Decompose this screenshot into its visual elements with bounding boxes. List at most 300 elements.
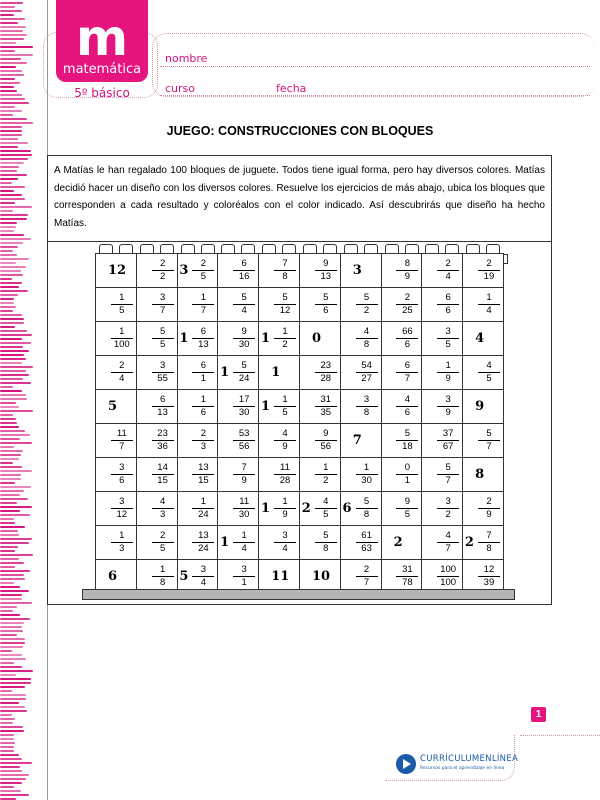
block-cell[interactable] bbox=[340, 356, 381, 390]
numerator: 54 bbox=[356, 360, 378, 373]
block-cell[interactable] bbox=[136, 390, 177, 424]
block-cell[interactable] bbox=[463, 492, 504, 526]
block-cell[interactable] bbox=[177, 424, 218, 458]
fraction bbox=[111, 326, 133, 351]
numerator: 5 bbox=[478, 428, 500, 441]
denominator: 5 bbox=[404, 509, 411, 520]
brand-tagline: Recursos para el aprendizaje en línea bbox=[420, 766, 505, 771]
block-cell[interactable] bbox=[177, 288, 218, 322]
denominator: 6 bbox=[404, 339, 411, 350]
fraction bbox=[356, 292, 378, 317]
numerator: 4 bbox=[274, 428, 296, 441]
fraction bbox=[233, 360, 255, 385]
block-cell[interactable] bbox=[259, 288, 300, 322]
block-cell[interactable] bbox=[259, 322, 300, 356]
block-cell[interactable] bbox=[340, 390, 381, 424]
numerator: 1 bbox=[192, 292, 214, 305]
fraction bbox=[356, 496, 378, 521]
denominator: 13 bbox=[157, 407, 168, 418]
numerator: 7 bbox=[274, 258, 296, 271]
fraction bbox=[192, 462, 214, 487]
denominator: 30 bbox=[238, 407, 250, 418]
fraction bbox=[437, 462, 459, 487]
numerator: 2 bbox=[192, 258, 214, 271]
numerator: 6 bbox=[192, 360, 214, 373]
denominator: 6 bbox=[445, 305, 451, 316]
denominator: 24 bbox=[198, 509, 209, 520]
grid-row bbox=[96, 322, 504, 356]
block-cell[interactable] bbox=[177, 254, 218, 288]
denominator: 1 bbox=[200, 373, 207, 384]
numerator: 2 bbox=[111, 360, 133, 373]
grid-row bbox=[96, 492, 504, 526]
block-cell[interactable] bbox=[177, 492, 218, 526]
numerator: 4 bbox=[478, 360, 500, 373]
denominator: 5 bbox=[159, 543, 166, 554]
denominator: 15 bbox=[198, 475, 209, 486]
numerator: 1 bbox=[437, 360, 459, 373]
denominator: 30 bbox=[238, 509, 250, 520]
denominator: 7 bbox=[445, 475, 451, 486]
block-cell[interactable] bbox=[218, 492, 259, 526]
fraction bbox=[233, 564, 255, 589]
block-cell[interactable] bbox=[96, 322, 137, 356]
whole-number: 0 bbox=[311, 331, 322, 346]
numerator: 1 bbox=[478, 292, 500, 305]
fraction bbox=[315, 258, 337, 283]
block-cell[interactable] bbox=[136, 526, 177, 560]
denominator: 2 bbox=[323, 475, 329, 486]
fraction bbox=[437, 530, 459, 555]
denominator: 4 bbox=[445, 271, 451, 282]
fraction bbox=[437, 258, 459, 283]
block-cell[interactable] bbox=[136, 356, 177, 390]
fraction bbox=[356, 326, 378, 351]
denominator: 15 bbox=[157, 475, 168, 486]
fraction bbox=[152, 326, 174, 351]
block-cell[interactable] bbox=[259, 356, 300, 390]
fraction bbox=[315, 292, 337, 317]
grid-row bbox=[96, 458, 504, 492]
block-cell[interactable] bbox=[96, 526, 137, 560]
block-cell[interactable] bbox=[96, 424, 137, 458]
block-cell[interactable] bbox=[299, 424, 340, 458]
fraction bbox=[396, 496, 418, 521]
numerator: 61 bbox=[356, 530, 378, 543]
denominator: 8 bbox=[363, 407, 370, 418]
numerator: 2 bbox=[478, 258, 500, 271]
numerator: 1 bbox=[356, 462, 378, 475]
denominator: 63 bbox=[361, 543, 372, 554]
block-cell[interactable] bbox=[463, 322, 504, 356]
fraction bbox=[274, 496, 296, 521]
fraction bbox=[192, 258, 214, 283]
stud bbox=[282, 244, 296, 253]
block-cell[interactable] bbox=[259, 526, 300, 560]
denominator: 78 bbox=[402, 577, 413, 588]
numerator: 31 bbox=[396, 564, 418, 577]
fraction bbox=[315, 394, 337, 419]
fraction bbox=[396, 292, 418, 317]
whole-number: 12 bbox=[108, 263, 127, 278]
block-cell[interactable] bbox=[177, 322, 218, 356]
block-cell[interactable] bbox=[259, 458, 300, 492]
fraction bbox=[152, 292, 174, 317]
whole-number: 9 bbox=[475, 399, 485, 414]
denominator: 7 bbox=[486, 441, 492, 452]
fraction bbox=[274, 258, 296, 283]
block-cell[interactable] bbox=[381, 254, 422, 288]
denominator: 8 bbox=[323, 543, 329, 554]
whole-number: 11 bbox=[271, 569, 290, 584]
block-cell[interactable] bbox=[259, 424, 300, 458]
denominator: 4 bbox=[119, 373, 125, 384]
block-cell[interactable] bbox=[422, 356, 463, 390]
numerator: 5 bbox=[274, 292, 296, 305]
block-cell[interactable] bbox=[218, 322, 259, 356]
numerator: 7 bbox=[233, 462, 255, 475]
denominator: 100 bbox=[440, 577, 457, 588]
numerator: 13 bbox=[192, 530, 214, 543]
denominator: 2 bbox=[363, 305, 370, 316]
denominator: 100 bbox=[113, 339, 130, 350]
fraction bbox=[233, 258, 255, 283]
numerator: 1 bbox=[274, 326, 296, 339]
block-cell[interactable] bbox=[299, 390, 340, 424]
denominator: 4 bbox=[200, 577, 207, 588]
block-cell[interactable] bbox=[136, 492, 177, 526]
fraction bbox=[315, 530, 337, 555]
denominator: 8 bbox=[363, 509, 370, 520]
fraction bbox=[356, 394, 378, 419]
block-cell[interactable] bbox=[259, 390, 300, 424]
brand-name: CURRÍCULUMENLÍNEA bbox=[420, 754, 519, 764]
block-cell[interactable] bbox=[96, 254, 137, 288]
block-cell[interactable] bbox=[299, 526, 340, 560]
denominator: 7 bbox=[404, 373, 411, 384]
whole-number: 10 bbox=[311, 569, 331, 584]
grid-row bbox=[96, 424, 504, 458]
numerator: 1 bbox=[111, 292, 133, 305]
block-cell[interactable] bbox=[463, 526, 504, 560]
fraction bbox=[233, 530, 255, 555]
fraction bbox=[437, 428, 459, 453]
fraction bbox=[233, 326, 255, 351]
grid-row bbox=[96, 254, 504, 288]
denominator: 19 bbox=[483, 271, 495, 282]
block-cell[interactable] bbox=[463, 288, 504, 322]
block-cell[interactable] bbox=[177, 526, 218, 560]
numerator: 2 bbox=[152, 258, 174, 271]
block-cell[interactable] bbox=[463, 254, 504, 288]
numerator: 17 bbox=[233, 394, 255, 407]
numerator: 1 bbox=[233, 530, 255, 543]
numerator: 7 bbox=[478, 530, 500, 543]
block-cell[interactable] bbox=[299, 458, 340, 492]
block-cell[interactable] bbox=[381, 322, 422, 356]
fraction bbox=[356, 360, 378, 385]
block-cell[interactable] bbox=[422, 424, 463, 458]
denominator: 5 bbox=[282, 407, 288, 418]
whole-number: 2 bbox=[464, 535, 474, 550]
whole-number: 1 bbox=[260, 399, 270, 414]
block-cell[interactable] bbox=[96, 390, 137, 424]
block-cell[interactable] bbox=[340, 458, 381, 492]
block-cell[interactable] bbox=[422, 492, 463, 526]
numerator: 4 bbox=[152, 496, 174, 509]
denominator: 28 bbox=[279, 475, 291, 486]
block-cell[interactable] bbox=[463, 356, 504, 390]
block-cell[interactable] bbox=[422, 390, 463, 424]
denominator: 7 bbox=[159, 305, 166, 316]
block-cell[interactable] bbox=[299, 288, 340, 322]
date-label: fecha bbox=[276, 82, 307, 95]
fraction bbox=[274, 530, 296, 555]
stud bbox=[262, 244, 276, 253]
block-cell[interactable] bbox=[218, 390, 259, 424]
block-cell[interactable] bbox=[96, 356, 137, 390]
numerator: 1 bbox=[274, 496, 296, 509]
numerator: 6 bbox=[396, 360, 418, 373]
block-cell[interactable] bbox=[381, 390, 422, 424]
fraction bbox=[437, 496, 459, 521]
denominator: 6 bbox=[200, 407, 207, 418]
block-cell[interactable] bbox=[463, 390, 504, 424]
fraction bbox=[192, 394, 214, 419]
block-cell[interactable] bbox=[463, 424, 504, 458]
numerator: 3 bbox=[437, 394, 459, 407]
fraction bbox=[396, 360, 418, 385]
denominator: 13 bbox=[320, 271, 332, 282]
block-cell[interactable] bbox=[381, 424, 422, 458]
denominator: 18 bbox=[402, 441, 413, 452]
fraction bbox=[437, 360, 459, 385]
block-cell[interactable] bbox=[218, 356, 259, 390]
whole-number: 7 bbox=[352, 433, 362, 448]
whole-number: 5 bbox=[108, 399, 118, 414]
denominator: 9 bbox=[486, 509, 492, 520]
block-cell[interactable] bbox=[136, 322, 177, 356]
numerator: 3 bbox=[437, 326, 459, 339]
denominator: 12 bbox=[279, 305, 291, 316]
denominator: 8 bbox=[159, 577, 166, 588]
stud bbox=[425, 244, 439, 253]
numerator: 6 bbox=[192, 326, 214, 339]
block-cell[interactable] bbox=[218, 254, 259, 288]
numerator: 2 bbox=[437, 258, 459, 271]
logo-subject: matemática bbox=[62, 62, 142, 77]
numerator: 6 bbox=[233, 258, 255, 271]
block-cell[interactable] bbox=[340, 526, 381, 560]
block-cell[interactable] bbox=[422, 254, 463, 288]
numerator: 11 bbox=[274, 462, 296, 475]
whole-number: 1 bbox=[260, 501, 270, 516]
block-cell[interactable] bbox=[381, 526, 422, 560]
denominator: 9 bbox=[241, 475, 247, 486]
course-date-field[interactable] bbox=[160, 95, 590, 96]
block-cell[interactable] bbox=[136, 458, 177, 492]
numerator: 5 bbox=[233, 292, 255, 305]
block-cell[interactable] bbox=[218, 526, 259, 560]
fraction bbox=[315, 462, 337, 487]
fraction bbox=[396, 462, 418, 487]
block-cell[interactable] bbox=[177, 390, 218, 424]
block-cell[interactable] bbox=[381, 458, 422, 492]
stud bbox=[160, 244, 174, 253]
student-info-frame bbox=[152, 33, 595, 97]
denominator: 12 bbox=[116, 509, 128, 520]
denominator: 2 bbox=[445, 509, 451, 520]
stud bbox=[323, 244, 337, 253]
stud bbox=[364, 244, 378, 253]
denominator: 9 bbox=[445, 373, 451, 384]
numerator: 1 bbox=[152, 564, 174, 577]
numerator: 53 bbox=[233, 428, 255, 441]
fraction bbox=[192, 564, 214, 589]
numerator: 0 bbox=[396, 462, 418, 475]
block-cell[interactable] bbox=[136, 424, 177, 458]
fraction bbox=[315, 360, 337, 385]
fraction bbox=[274, 394, 296, 419]
denominator: 35 bbox=[320, 407, 332, 418]
fraction bbox=[233, 428, 255, 453]
numerator: 5 bbox=[437, 462, 459, 475]
block-cell[interactable] bbox=[96, 288, 137, 322]
fraction bbox=[233, 292, 255, 317]
numerator: 1 bbox=[111, 530, 133, 543]
block-cell[interactable] bbox=[136, 254, 177, 288]
stud bbox=[445, 244, 459, 253]
stud bbox=[344, 244, 358, 253]
fraction bbox=[192, 530, 214, 555]
numerator: 9 bbox=[315, 428, 337, 441]
whole-number: 6 bbox=[108, 569, 118, 584]
numerator: 100 bbox=[437, 564, 459, 577]
grid-row bbox=[96, 526, 504, 560]
denominator: 5 bbox=[323, 509, 329, 520]
fraction bbox=[274, 292, 296, 317]
denominator: 5 bbox=[486, 373, 492, 384]
block-cell[interactable] bbox=[381, 356, 422, 390]
block-cell[interactable] bbox=[259, 254, 300, 288]
whole-number: 8 bbox=[475, 467, 485, 482]
denominator: 25 bbox=[402, 305, 413, 316]
denominator: 4 bbox=[282, 543, 288, 554]
whole-number: 1 bbox=[220, 535, 230, 550]
denominator: 9 bbox=[282, 441, 288, 452]
grid-row bbox=[96, 288, 504, 322]
numerator: 3 bbox=[111, 462, 133, 475]
block-cell[interactable] bbox=[299, 322, 340, 356]
denominator: 8 bbox=[486, 543, 492, 554]
denominator: 5 bbox=[119, 305, 125, 316]
fraction bbox=[111, 496, 133, 521]
numerator: 5 bbox=[315, 530, 337, 543]
block-cell[interactable] bbox=[177, 458, 218, 492]
denominator: 9 bbox=[282, 509, 288, 520]
fraction bbox=[478, 292, 500, 317]
block-cell[interactable] bbox=[96, 492, 137, 526]
block-cell[interactable] bbox=[218, 424, 259, 458]
numerator: 1 bbox=[274, 394, 296, 407]
numerator: 2 bbox=[478, 496, 500, 509]
numerator: 8 bbox=[396, 258, 418, 271]
name-field[interactable] bbox=[160, 66, 590, 67]
block-cell[interactable] bbox=[136, 288, 177, 322]
stud bbox=[241, 244, 255, 253]
block-cell[interactable] bbox=[381, 288, 422, 322]
fraction bbox=[478, 428, 500, 453]
denominator: 36 bbox=[157, 441, 168, 452]
block-cell[interactable] bbox=[340, 424, 381, 458]
denominator: 6 bbox=[119, 475, 125, 486]
fraction bbox=[152, 496, 174, 521]
page-number: 1 bbox=[531, 707, 546, 722]
denominator: 1 bbox=[241, 577, 247, 588]
block-cell[interactable] bbox=[422, 288, 463, 322]
block-cell[interactable] bbox=[218, 288, 259, 322]
block-cell[interactable] bbox=[381, 492, 422, 526]
stud bbox=[181, 244, 195, 253]
numerator: 11 bbox=[111, 428, 133, 441]
whole-number: 1 bbox=[179, 331, 189, 346]
fraction bbox=[111, 292, 133, 317]
block-cell[interactable] bbox=[340, 322, 381, 356]
fraction bbox=[111, 360, 133, 385]
numerator: 2 bbox=[396, 292, 418, 305]
block-cell[interactable] bbox=[422, 526, 463, 560]
fraction bbox=[396, 326, 418, 351]
numerator: 1 bbox=[315, 462, 337, 475]
left-decoration bbox=[0, 0, 46, 800]
numerator: 3 bbox=[152, 292, 174, 305]
denominator: 30 bbox=[361, 475, 372, 486]
numerator: 4 bbox=[356, 326, 378, 339]
block-cell[interactable] bbox=[463, 458, 504, 492]
fraction bbox=[111, 462, 133, 487]
whole-number: 6 bbox=[342, 501, 352, 516]
stud bbox=[201, 244, 215, 253]
block-cell[interactable] bbox=[299, 356, 340, 390]
block-cell[interactable] bbox=[96, 458, 137, 492]
whole-number: 2 bbox=[393, 535, 403, 550]
numerator: 1 bbox=[192, 496, 214, 509]
numerator: 3 bbox=[152, 360, 174, 373]
block-cell[interactable] bbox=[259, 492, 300, 526]
block-cell[interactable] bbox=[177, 356, 218, 390]
fraction bbox=[478, 530, 500, 555]
block-cell[interactable] bbox=[422, 322, 463, 356]
block-cell[interactable] bbox=[340, 492, 381, 526]
numerator: 11 bbox=[233, 496, 255, 509]
block-cell[interactable] bbox=[299, 492, 340, 526]
block-cell[interactable] bbox=[299, 254, 340, 288]
denominator: 2 bbox=[159, 271, 166, 282]
denominator: 4 bbox=[486, 305, 492, 316]
fraction bbox=[152, 394, 174, 419]
numerator: 5 bbox=[152, 326, 174, 339]
block-cell[interactable] bbox=[422, 458, 463, 492]
numerator: 3 bbox=[233, 564, 255, 577]
numerator: 9 bbox=[396, 496, 418, 509]
numerator: 9 bbox=[233, 326, 255, 339]
fraction bbox=[152, 564, 174, 589]
fraction bbox=[192, 496, 214, 521]
block-cell[interactable] bbox=[340, 288, 381, 322]
block-cell[interactable] bbox=[218, 458, 259, 492]
block-cell[interactable] bbox=[340, 254, 381, 288]
fraction bbox=[478, 564, 500, 589]
